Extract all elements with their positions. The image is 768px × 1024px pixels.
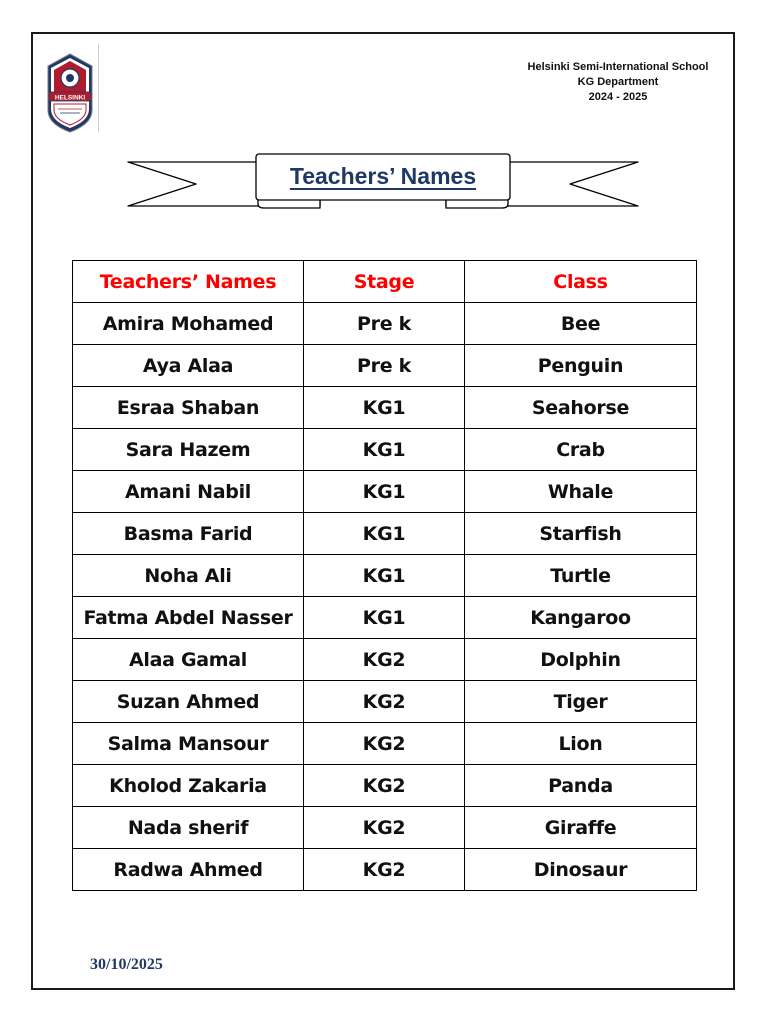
school-header: [518, 60, 718, 105]
stage: Pre k: [304, 345, 465, 387]
class-name: Whale: [465, 471, 697, 513]
table-row: [73, 639, 697, 681]
table-row: [73, 765, 697, 807]
teacher-name: Sara Hazem: [73, 429, 304, 471]
table-row: [73, 681, 697, 723]
table-row: [73, 723, 697, 765]
table-row: [73, 387, 697, 429]
table-row: [73, 303, 697, 345]
teacher-name: Salma Mansour: [73, 723, 304, 765]
school-name: Helsinki Semi-International School: [527, 61, 709, 73]
teacher-name: Nada sherif: [73, 807, 304, 849]
stage: KG1: [304, 429, 465, 471]
stage: KG1: [304, 597, 465, 639]
class-name: Crab: [465, 429, 697, 471]
table-row: [73, 345, 697, 387]
class-name: Dinosaur: [465, 849, 697, 891]
stage: KG2: [304, 639, 465, 681]
teacher-name: Noha Ali: [73, 555, 304, 597]
column-header-class: Class: [465, 261, 697, 303]
stage: KG1: [304, 555, 465, 597]
table-row: [73, 849, 697, 891]
page-title: Teachers’ Names: [289, 162, 477, 189]
class-name: Panda: [465, 765, 697, 807]
logo-divider: [98, 44, 99, 132]
document-date: 30/10/2025: [90, 956, 163, 973]
school-logo: [44, 52, 96, 134]
stage: Pre k: [304, 303, 465, 345]
table-row: [73, 513, 697, 555]
table-row: [73, 807, 697, 849]
teacher-name: Esraa Shaban: [73, 387, 304, 429]
teacher-name: Amira Mohamed: [73, 303, 304, 345]
teachers-table: [72, 260, 697, 891]
class-name: Tiger: [465, 681, 697, 723]
class-name: Starfish: [465, 513, 697, 555]
teacher-name: Amani Nabil: [73, 471, 304, 513]
stage: KG1: [304, 471, 465, 513]
class-name: Giraffe: [465, 807, 697, 849]
class-name: Penguin: [465, 345, 697, 387]
table-row: [73, 555, 697, 597]
table-row: [73, 429, 697, 471]
academic-year: 2024 - 2025: [588, 91, 648, 103]
class-name: Bee: [465, 303, 697, 345]
class-name: Kangaroo: [465, 597, 697, 639]
column-header-teacher: Teachers’ Names: [73, 261, 304, 303]
stage: KG2: [304, 681, 465, 723]
stage: KG2: [304, 723, 465, 765]
class-name: Dolphin: [465, 639, 697, 681]
teacher-name: Alaa Gamal: [73, 639, 304, 681]
table-row: [73, 471, 697, 513]
teacher-name: Fatma Abdel Nasser: [73, 597, 304, 639]
stage: KG1: [304, 387, 465, 429]
stage: KG2: [304, 807, 465, 849]
teacher-name: Suzan Ahmed: [73, 681, 304, 723]
department-name: KG Department: [577, 76, 659, 88]
class-name: Seahorse: [465, 387, 697, 429]
stage: KG1: [304, 513, 465, 555]
class-name: Turtle: [465, 555, 697, 597]
table-row: [73, 597, 697, 639]
column-header-stage: Stage: [304, 261, 465, 303]
class-name: Lion: [465, 723, 697, 765]
teacher-name: Radwa Ahmed: [73, 849, 304, 891]
stage: KG2: [304, 849, 465, 891]
teacher-name: Basma Farid: [73, 513, 304, 555]
teacher-name: Aya Alaa: [73, 345, 304, 387]
table-header-row: [73, 261, 697, 303]
logo-text: HELSINKI: [54, 94, 86, 102]
stage: KG2: [304, 765, 465, 807]
teacher-name: Kholod Zakaria: [73, 765, 304, 807]
